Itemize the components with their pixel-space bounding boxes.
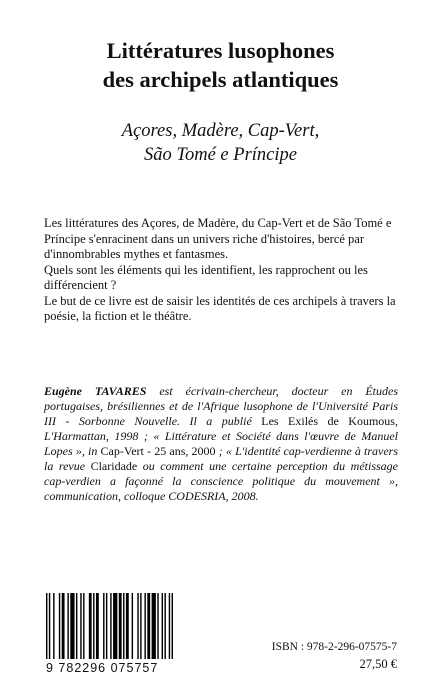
- barcode-digits: 9 782296 075757: [46, 661, 159, 675]
- price: 27,50 €: [359, 657, 397, 671]
- barcode-bar: [76, 593, 77, 659]
- book-title-line2: des archipels atlantiques: [102, 67, 339, 92]
- author-bio: [44, 384, 398, 504]
- bio-ref-3: Claridade: [90, 459, 138, 473]
- barcode-bar: [123, 593, 124, 659]
- barcode-bar: [80, 593, 81, 659]
- barcode-bar: [162, 593, 163, 659]
- book-subtitle-line2: São Tomé e Príncipe: [144, 145, 297, 165]
- description-paragraph-3: Le but de ce livre est de saisir les identités de ces archipels à travers la poésie, la fiction et le théâtre.: [44, 293, 396, 323]
- isbn: ISBN : 978-2-296-07575-7: [271, 641, 397, 653]
- barcode-bar: [137, 593, 138, 659]
- barcode-bar: [110, 593, 111, 659]
- bio-part-2: L'Harmattan, 1998 ; « Littérature et Société dans l'œuvre de Manuel Lopes », in: [44, 429, 398, 458]
- barcode-bar: [169, 593, 170, 659]
- barcode-bar: [96, 593, 99, 659]
- description-paragraph-2: Quels sont les éléments qui les identifient, les rapprochent ou les différencient ?: [44, 262, 368, 292]
- barcode-bar: [147, 593, 150, 659]
- description-paragraph-1: Les littératures des Açores, de Madère, du Cap-Vert et de São Tomé e Príncipe s'enracinent dans un univers riche d'histoires, bercé par d'innombrables mythes et fantasmes.: [44, 216, 392, 261]
- barcode-bar: [140, 593, 141, 659]
- barcode-bar: [164, 593, 165, 659]
- barcode-bar: [152, 593, 156, 659]
- book-title: [0, 36, 441, 94]
- book-description: [44, 216, 396, 325]
- author-name: Eugène TAVARES: [44, 384, 147, 398]
- book-subtitle-line1: Açores, Madère, Cap-Vert,: [121, 121, 320, 141]
- barcode-bar: [93, 593, 94, 659]
- barcode-bar: [132, 593, 133, 659]
- barcode-bar: [59, 593, 60, 659]
- barcode-bars: [44, 593, 175, 661]
- barcode-bar: [126, 593, 129, 659]
- bio-part-1: est écrivain-chercheur, docteur en Études portugaises, brésiliennes et de l'Afrique lusophone de l'Université Paris III - Sorbonne Nouvelle. Il a publié: [44, 384, 398, 428]
- barcode-bar: [119, 593, 122, 659]
- barcode: [44, 593, 175, 661]
- barcode-bar: [49, 593, 50, 659]
- barcode-bar: [157, 593, 158, 659]
- bio-part-4: ou comment une certaine perception du métissage cap-verdien a façonné la conscience politique du mouvement », communication, colloque CODESRIA, 2008.: [44, 459, 398, 503]
- barcode-bar: [113, 593, 117, 659]
- barcode-bar: [67, 593, 68, 659]
- bio-book-1: Les Exilés de Koumous,: [261, 414, 398, 428]
- bio-ref-2: Cap-Vert - 25 ans, 2000: [100, 444, 216, 458]
- barcode-bar: [53, 593, 54, 659]
- barcode-bar: [103, 593, 104, 659]
- barcode-bar: [172, 593, 173, 659]
- barcode-bar: [83, 593, 84, 659]
- book-subtitle: [0, 119, 441, 167]
- barcode-bar: [46, 593, 47, 659]
- bio-part-3: ; « L'identité cap-verdienne à travers la revue: [44, 444, 398, 473]
- barcode-bar: [70, 593, 74, 659]
- barcode-bar: [144, 593, 145, 659]
- barcode-bar: [106, 593, 107, 659]
- book-title-line1: Littératures lusophones: [106, 38, 335, 63]
- barcode-bar: [89, 593, 92, 659]
- barcode-bar: [62, 593, 65, 659]
